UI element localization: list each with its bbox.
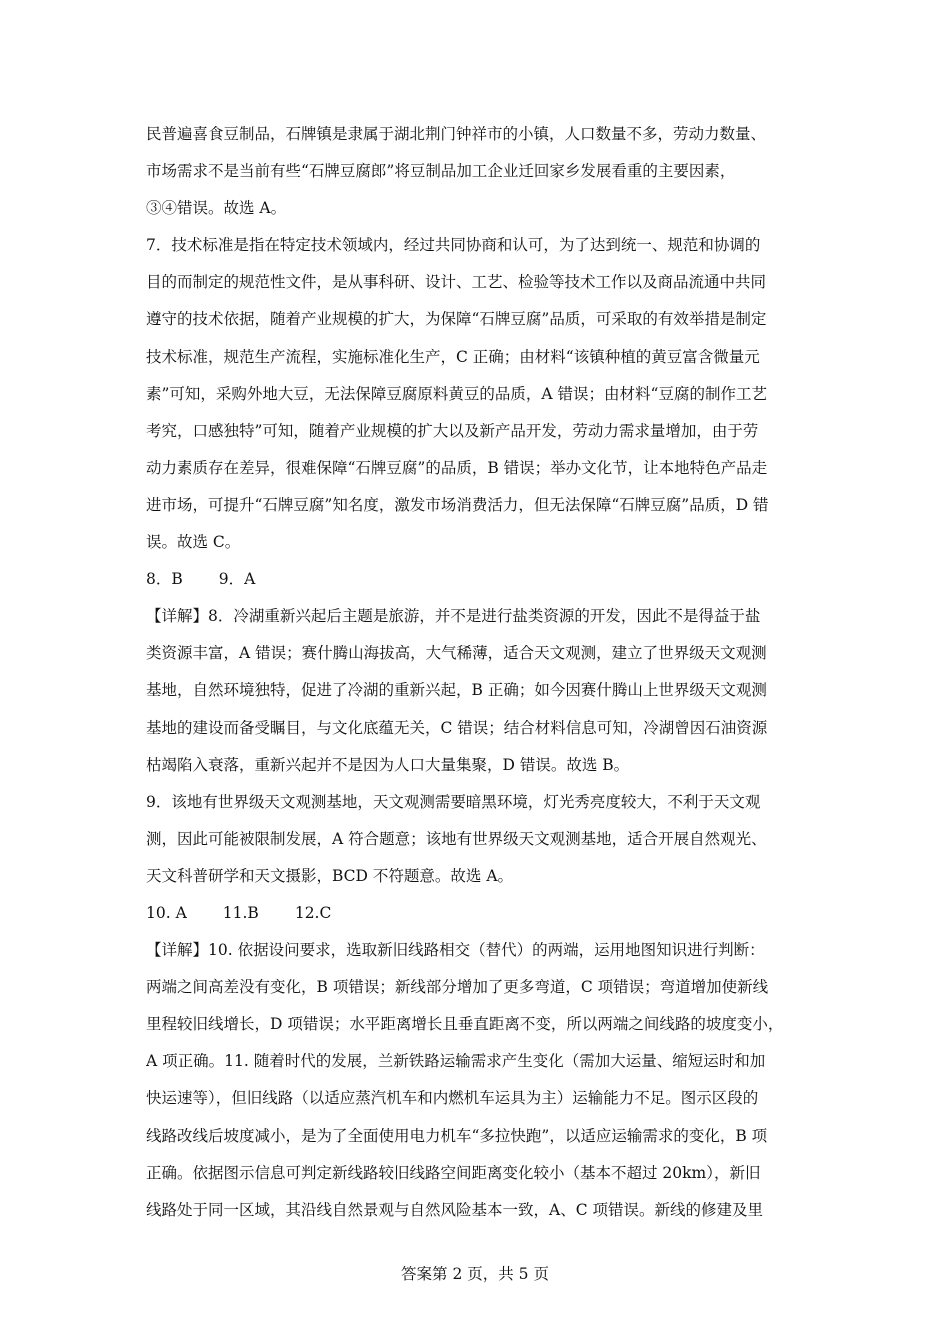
text-line: 技术标准，规范生产流程，实施标准化生产，C 正确；由材料“该镇种植的黄豆富含微量元 bbox=[146, 347, 760, 366]
page-footer: 答案第 2 页，共 5 页 bbox=[401, 1265, 549, 1283]
text-line: 市场需求不是当前有些“石牌豆腐郎”将豆制品加工企业迁回家乡发展看重的主要因素， bbox=[146, 162, 736, 181]
text-line: A 项正确。11. 随着时代的发展，兰新铁路运输需求产生变化（需加大运量、缩短运时和加 bbox=[146, 1052, 766, 1071]
text-line: 动力素质存在差异，很难保障“石牌豆腐”的品质，B 错误；举办文化节，让本地特色产品走 bbox=[146, 458, 768, 477]
text-line: 【详解】8．冷湖重新兴起后主题是旅游，并不是进行盐类资源的开发，因此不是得益于盐 bbox=[146, 607, 761, 626]
text-line: 7．技术标准是指在特定技术领域内，经过共同协商和认可，为了达到统一、规范和协调的 bbox=[146, 236, 761, 255]
text-line: 素”可知，采购外地大豆，无法保障豆腐原料黄豆的品质，A 错误；由材料“豆腐的制作工艺 bbox=[146, 384, 767, 403]
answer-10: 10. A bbox=[146, 903, 187, 922]
text-line: 里程较旧线增长，D 项错误；水平距离增长且垂直距离不变，所以两端之间线路的坡度变小， bbox=[146, 1015, 784, 1034]
text-line: 枯竭陷入衰落，重新兴起并不是因为人口大量集聚，D 错误。故选 B。 bbox=[146, 755, 630, 774]
text-line: 误。故选 C。 bbox=[146, 533, 241, 552]
text-line: 测，因此可能被限制发展，A 符合题意；该地有世界级天文观测基地，适合开展自然观光、 bbox=[146, 829, 767, 848]
text-line: 目的而制定的规范性文件，是从事科研、设计、工艺、检验等技术工作以及商品流通中共同 bbox=[146, 273, 767, 292]
answer-key-8-9 bbox=[146, 561, 826, 598]
text-line: 考究，口感独特”可知，随着产业规模的扩大以及新产品开发，劳动力需求量增加，由于劳 bbox=[146, 421, 759, 440]
text-line: 两端之间高差没有变化，B 项错误；新线部分增加了更多弯道，C 项错误；弯道增加使新线 bbox=[146, 978, 769, 997]
text-line: 线路改线后坡度减小，是为了全面使用电力机车“多拉快跑”，以适应运输需求的变化，B 项 bbox=[146, 1126, 768, 1145]
answer-12: 12.C bbox=[294, 903, 332, 922]
answer-text-block bbox=[146, 116, 826, 1229]
text-line: 天文科普研学和天文摄影，BCD 不符题意。故选 A。 bbox=[146, 866, 514, 885]
text-line: 民普遍喜食豆制品，石牌镇是隶属于湖北荆门钟祥市的小镇，人口数量不多，劳动力数量、 bbox=[146, 125, 767, 143]
text-line: 正确。依据图示信息可判定新线路较旧线路空间距离变化较小（基本不超过 20km），新旧 bbox=[146, 1163, 761, 1182]
answer-11: 11.B bbox=[222, 903, 259, 922]
text-line: 快运速等），但旧线路（以适应蒸汽机车和内燃机车运具为主）运输能力不足。图示区段的 bbox=[146, 1089, 759, 1108]
text-line: 9．该地有世界级天文观测基地，天文观测需要暗黑环境，灯光秀亮度较大，不利于天文观 bbox=[146, 792, 761, 811]
text-line: 遵守的技术依据，随着产业规模的扩大，为保障“石牌豆腐”品质，可采取的有效举措是制定 bbox=[146, 310, 767, 329]
answer-key-10-12 bbox=[146, 895, 826, 932]
text-line: ③④错误。故选 A。 bbox=[146, 199, 287, 218]
text-line: 进市场，可提升“石牌豆腐”知名度，激发市场消费活力，但无法保障“石牌豆腐”品质，D 错 bbox=[146, 495, 769, 514]
text-line: 基地，自然环境独特，促进了冷湖的重新兴起，B 正确；如今因赛什腾山上世界级天文观测 bbox=[146, 681, 767, 700]
text-line: 类资源丰富，A 错误；赛什腾山海拔高，大气稀薄，适合天文观测，建立了世界级天文观测 bbox=[146, 644, 767, 663]
text-line: 【详解】10. 依据设问要求，选取新旧线路相交（替代）的两端，运用地图知识进行判断： bbox=[146, 941, 765, 960]
text-line: 基地的建设而备受瞩目，与文化底蕴无关，C 错误；结合材料信息可知，冷湖曾因石油资源 bbox=[146, 718, 768, 737]
answer-9: 9．A bbox=[218, 570, 256, 589]
text-line: 线路处于同一区域，其沿线自然景观与自然风险基本一致，A、C 项错误。新线的修建及里 bbox=[146, 1200, 763, 1219]
answer-8: 8．B bbox=[146, 570, 183, 589]
